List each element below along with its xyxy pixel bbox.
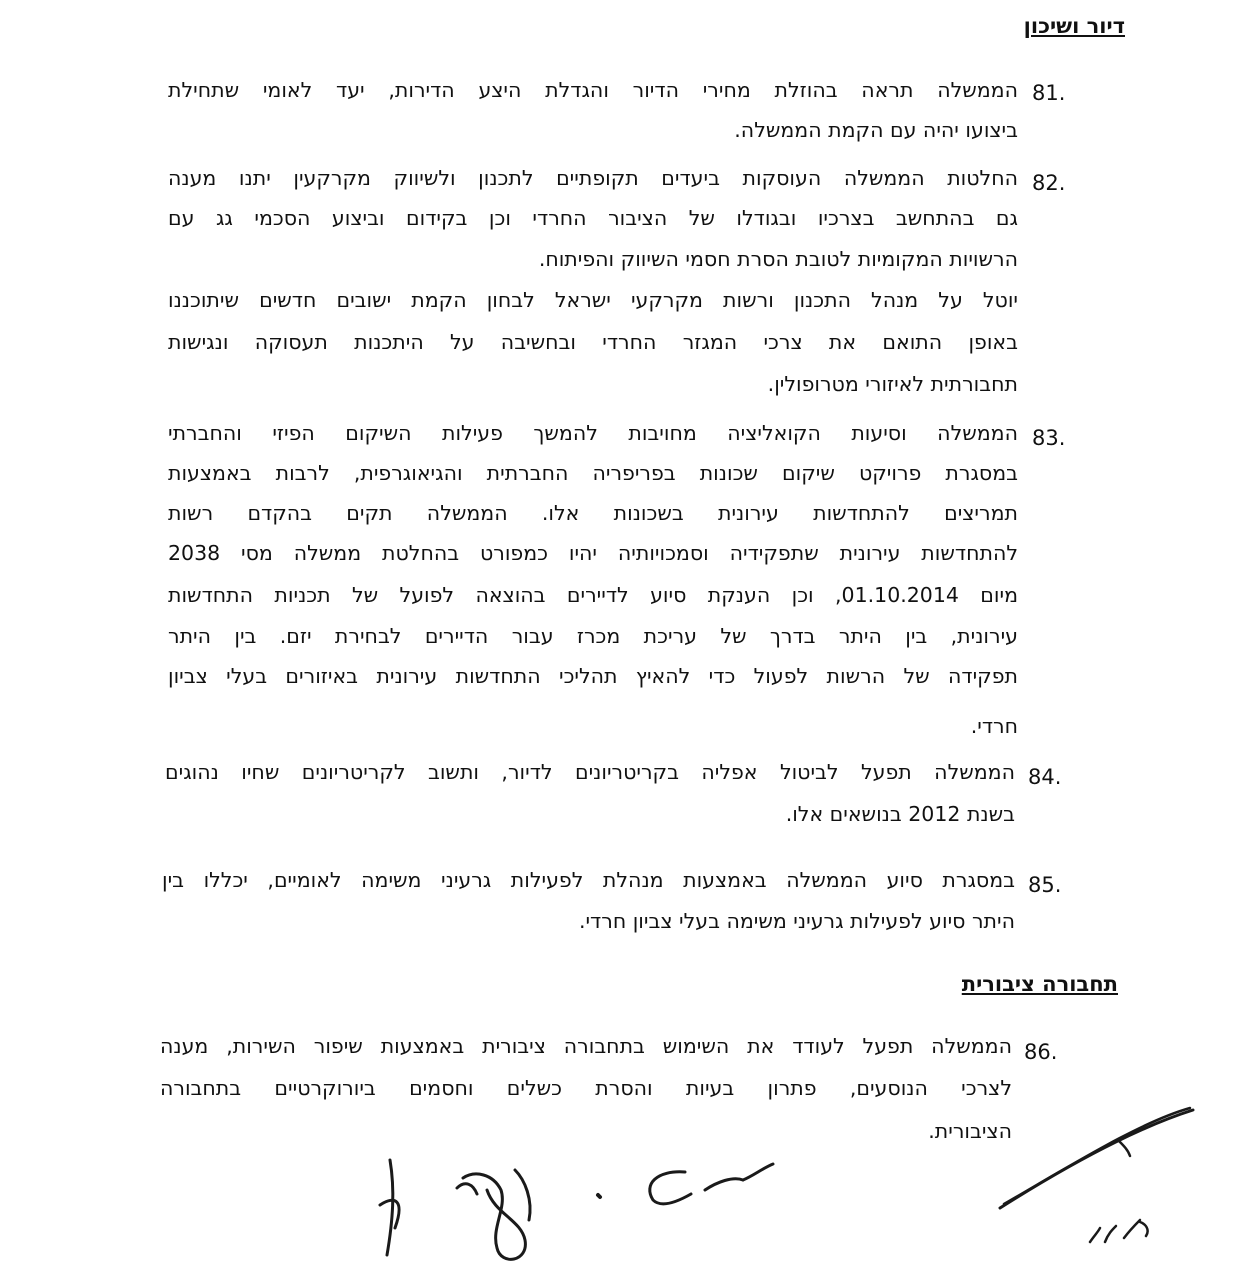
paragraph-line: הרשויות המקומיות לטובת הסרת חסמי השיווק והפיתוח.: [538, 247, 1018, 271]
paragraph-line: הממשלה וסיעות הקואליציה מחויבות להמשך פעילות השיקום הפיזי והחברתי: [168, 421, 1018, 445]
paragraph-line: תפקידה של הרשות לפעול כדי להאיץ תהליכי התחדשות עירונית באיזורים בעלי צביון: [168, 664, 1018, 688]
paragraph-number: 82.: [1032, 171, 1066, 195]
paragraph-number: 81.: [1032, 81, 1066, 105]
paragraph-line: הממשלה תראה בהוזלת מחירי הדיור והגדלת היצע הדירות, יעד לאומי שתחילת: [168, 78, 1018, 102]
paragraph-number: 85.: [1028, 873, 1062, 897]
paragraph-line: גם בהתחשב בצרכיו ובגודלו של הציבור החרדי וכן בקידום וביצוע הסכמי גג עם: [168, 206, 1018, 230]
paragraph-number: 86.: [1024, 1040, 1058, 1064]
paragraph-line: בשנת 2012 בנושאים אלו.: [785, 802, 1015, 826]
paragraph-line: היתר סיוע לפעילות גרעיני משימה בעלי צביון חרדי.: [578, 909, 1015, 933]
paragraph-line: חרדי.: [970, 714, 1018, 738]
paragraph-line: להתחדשות עירונית שתפקידיה וסמכויותיה יהיו כמפורט בהחלטת ממשלה מסי 2038: [168, 541, 1018, 565]
paragraph-line: תחבורתית לאיזורי מטרופולין.: [767, 372, 1018, 396]
paragraph-line: במסגרת פרויקט שיקום שכונות בפריפריה החברתית והגיאוגרפית, לרבות באמצעות: [168, 461, 1018, 485]
paragraph-line: הממשלה תפעל לביטול אפליה בקריטריונים לדיור, ותשוב לקריטריונים שחיו נהוגים: [165, 760, 1015, 784]
paragraph-line: במסגרת סיוע הממשלה באמצעות מנהלת לפעילות גרעיני משימה לאומיים, יכללו בין: [162, 868, 1015, 892]
paragraph-line: החלטות הממשלה העוסקות ביעדים תקופתיים לתכנון ולשיווק מקרקעין יתנו מענה: [168, 166, 1018, 190]
paragraph-line: הממשלה תפעל לעודד את השימוש בתחבורה ציבורית באמצעות שיפור השירות, מענה: [160, 1034, 1012, 1058]
paragraph-line: תמריצים להתחדשות עירונית בשכונות אלו. הממשלה תקים בהקדם רשות: [168, 501, 1018, 525]
paragraph-line: הציבורית.: [928, 1119, 1012, 1143]
paragraph-number: 83.: [1032, 426, 1066, 450]
paragraph-line: יוטל על מנהל התכנון ורשות מקרקעי ישראל לבחון הקמת ישובים חדשים שיתוכננו: [168, 288, 1018, 312]
paragraph-line: מיום 01.10.2014, וכן הענקת סיוע לדיירים בהוצאה לפועל של תכניות התחדשות: [168, 583, 1019, 607]
signature-right: [990, 1100, 1200, 1250]
section-heading-public-transport: תחבורה ציבורית: [961, 972, 1118, 996]
paragraph-line: באופן התואם את צרכי המגזר החרדי ובחשיבה על היתכנות תעסוקה ונגישות: [168, 330, 1018, 354]
paragraph-line: עירונית, בין היתר בדרך של עריכת מכרז עבור הדיירים לבחירת יזם. בין היתר: [168, 624, 1018, 648]
paragraph-line: ביצועו יהיה עם הקמת הממשלה.: [734, 118, 1018, 142]
signature-left: [365, 1150, 785, 1270]
paragraph-line: לצרכי הנוסעים, פתרון בעיות והסרת כשלים וחסמים ביורוקרטיים בתחבורה: [160, 1076, 1012, 1100]
paragraph-number: 84.: [1028, 765, 1062, 789]
section-heading-housing: דיור ושיכון: [1023, 14, 1125, 38]
